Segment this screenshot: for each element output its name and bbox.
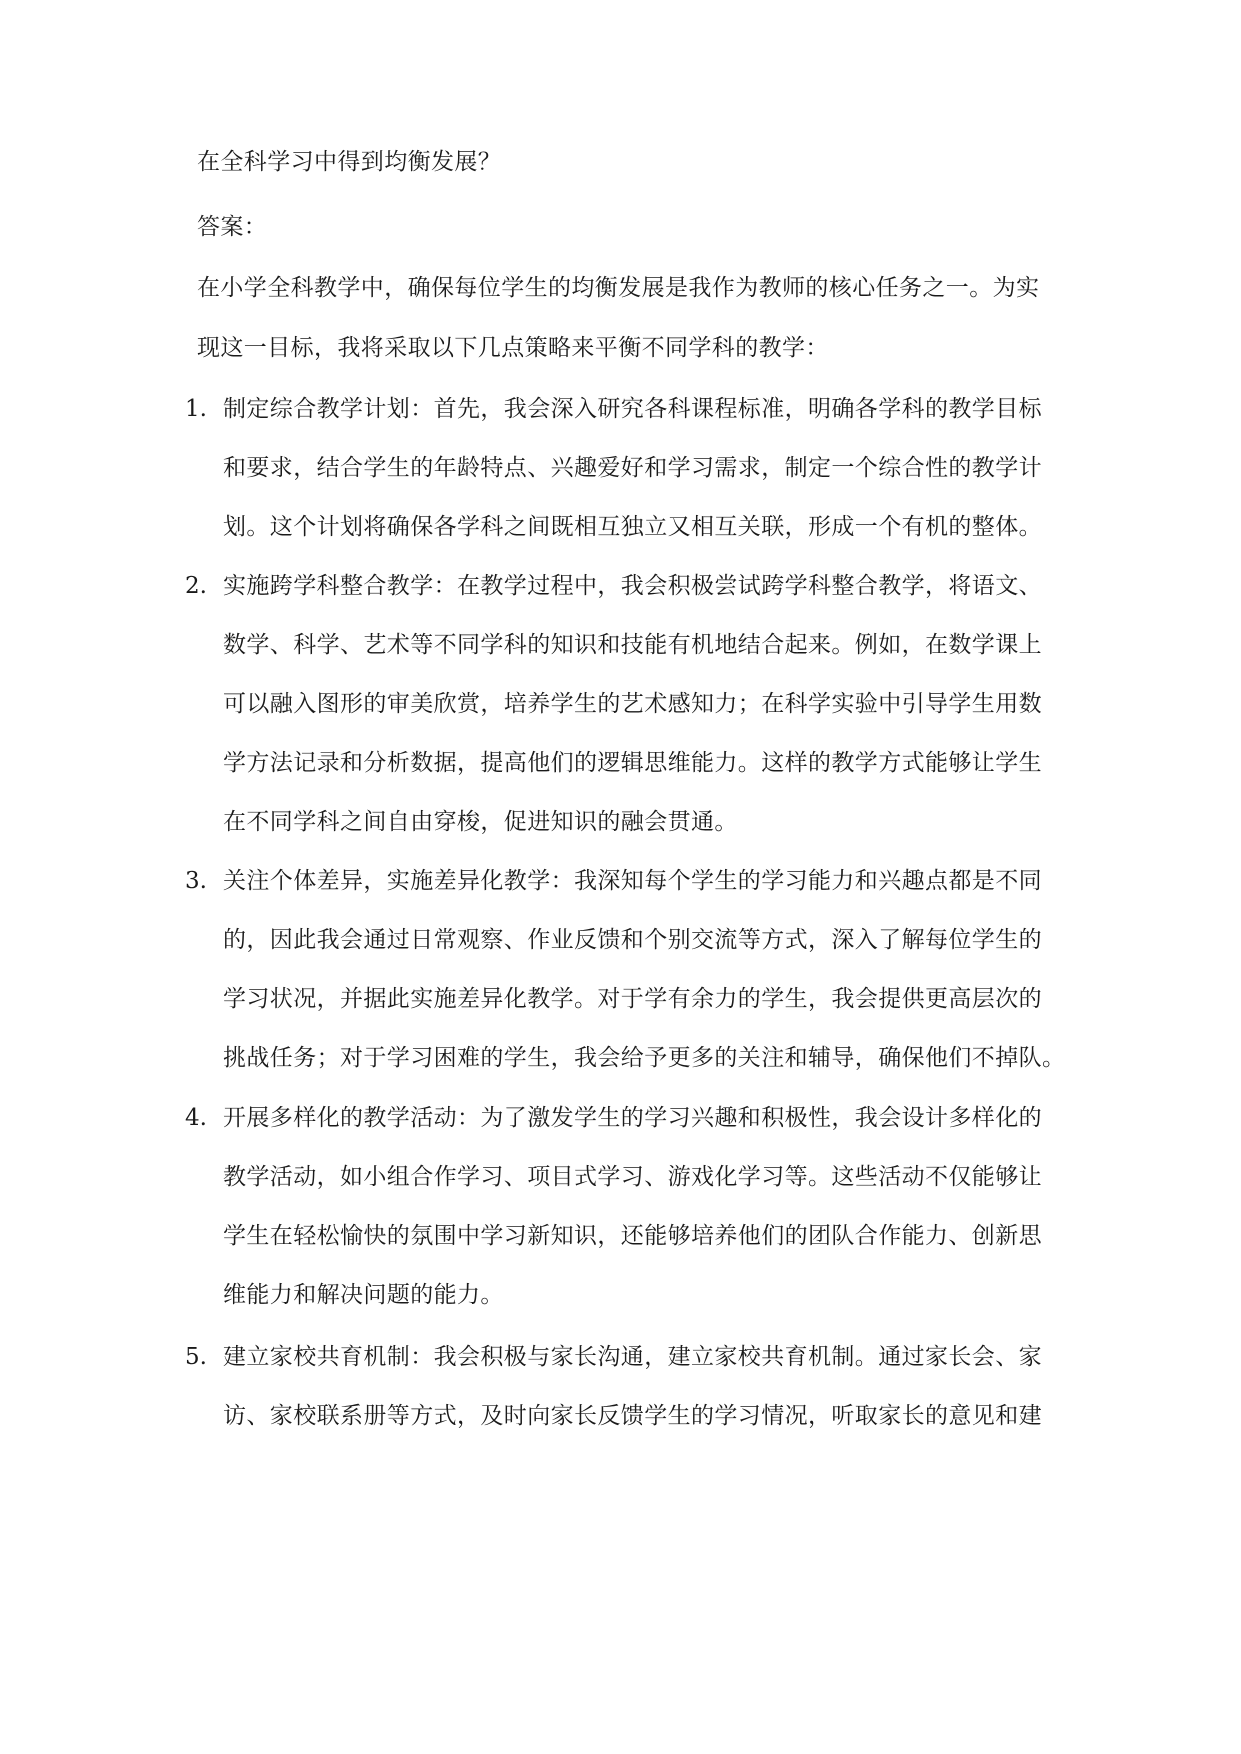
list-line: 制定综合教学计划：首先，我会深入研究各科课程标准，明确各学科的教学目标 (223, 396, 1042, 422)
list-line: 的，因此我会通过日常观察、作业反馈和个别交流等方式，深入了解每位学生的 (223, 927, 1042, 953)
list-line: 学生在轻松愉快的氛围中学习新知识，还能够培养他们的团队合作能力、创新思 (223, 1223, 1042, 1249)
list-number: 4. (185, 1105, 207, 1131)
list-line: 划。这个计划将确保各学科之间既相互独立又相互关联，形成一个有机的整体。 (223, 514, 1042, 540)
list-line: 建立家校共育机制：我会积极与家长沟通，建立家校共育机制。通过家长会、家 (223, 1344, 1042, 1370)
list-line: 维能力和解决问题的能力。 (223, 1282, 504, 1308)
list-line: 和要求，结合学生的年龄特点、兴趣爱好和学习需求，制定一个综合性的教学计 (223, 455, 1042, 481)
list-number: 2. (185, 573, 207, 599)
list-line: 可以融入图形的审美欣赏，培养学生的艺术感知力；在科学实验中引导学生用数 (223, 691, 1042, 717)
list-line: 挑战任务；对于学习困难的学生，我会给予更多的关注和辅导，确保他们不掉队。 (223, 1045, 1066, 1071)
paragraph-line: 现这一目标，我将采取以下几点策略来平衡不同学科的教学： (197, 335, 829, 361)
list-line: 关注个体差异，实施差异化教学：我深知每个学生的学习能力和兴趣点都是不同 (223, 868, 1042, 894)
list-line: 学方法记录和分析数据，提高他们的逻辑思维能力。这样的教学方式能够让学生 (223, 750, 1042, 776)
list-number: 3. (185, 868, 207, 894)
list-line: 访、家校联系册等方式，及时向家长反馈学生的学习情况，听取家长的意见和建 (223, 1403, 1042, 1429)
list-number: 5. (185, 1344, 207, 1370)
list-line: 在不同学科之间自由穿梭，促进知识的融会贯通。 (223, 809, 738, 835)
list-line: 教学活动，如小组合作学习、项目式学习、游戏化学习等。这些活动不仅能够让 (223, 1164, 1042, 1190)
list-line: 学习状况，并据此实施差异化教学。对于学有余力的学生，我会提供更高层次的 (223, 986, 1042, 1012)
list-line: 数学、科学、艺术等不同学科的知识和技能有机地结合起来。例如，在数学课上 (223, 632, 1042, 658)
list-number: 1. (185, 396, 207, 422)
question-tail: 在全科学习中得到均衡发展？ (197, 149, 502, 175)
answer-label: 答案： (197, 214, 268, 240)
list-line: 开展多样化的教学活动：为了激发学生的学习兴趣和积极性，我会设计多样化的 (223, 1105, 1042, 1131)
list-line: 实施跨学科整合教学：在教学过程中，我会积极尝试跨学科整合教学，将语文、 (223, 573, 1042, 599)
paragraph-line: 在小学全科教学中，确保每位学生的均衡发展是我作为教师的核心任务之一。为实 (197, 275, 1040, 301)
